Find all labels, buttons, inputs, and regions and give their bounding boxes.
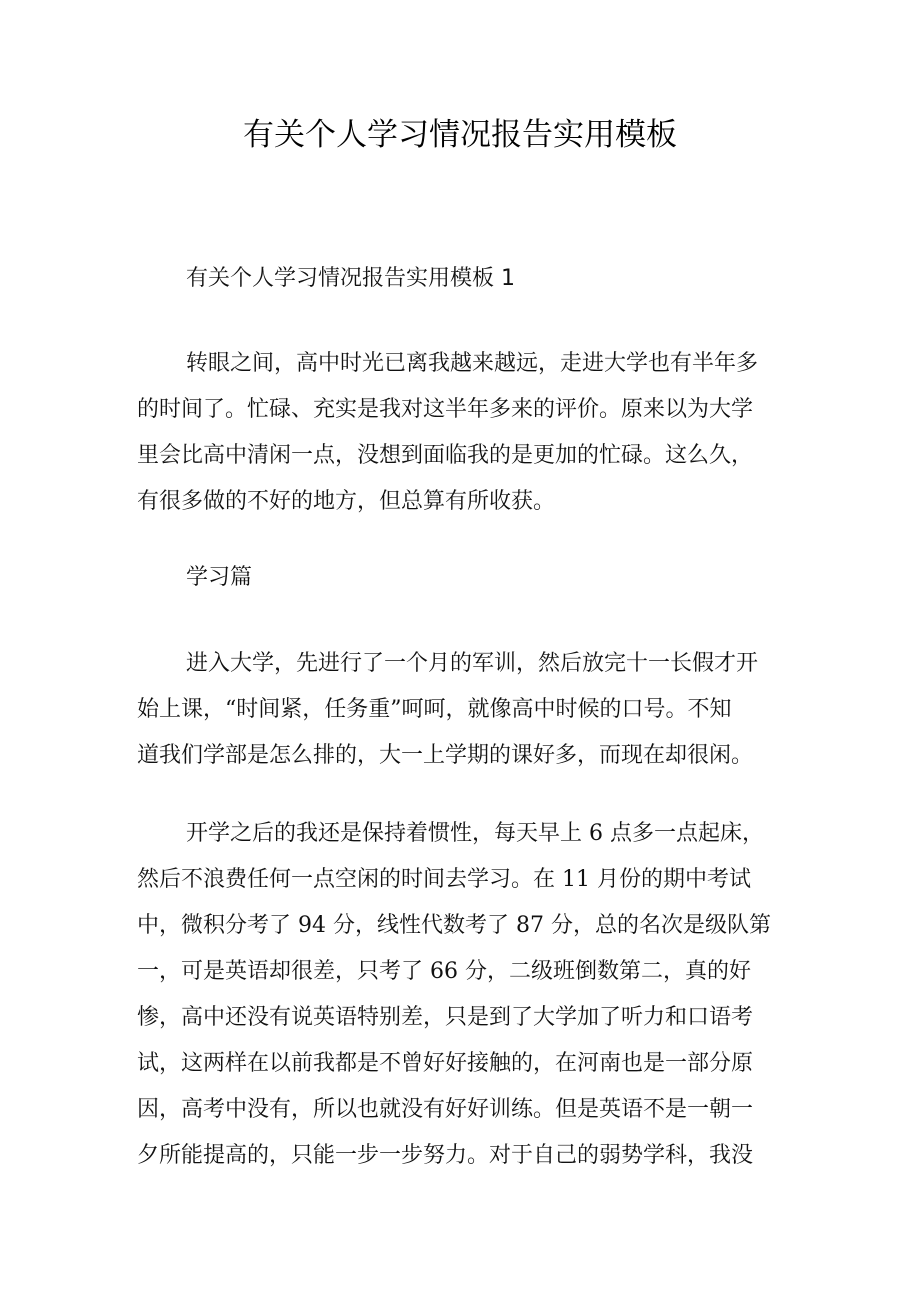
paragraph-line: 试，这两样在以前我都是不曾好好接触的，在河南也是一部分原	[137, 1051, 754, 1076]
paragraph-line: 道我们学部是怎么排的，大一上学期的课好多，而现在却很闲。	[137, 743, 754, 768]
paragraph-line: 夕所能提高的，只能一步一步努力。对于自己的弱势学科，我没	[137, 1143, 754, 1168]
paragraph-line: 有很多做的不好的地方，但总算有所收获。	[137, 489, 556, 514]
paragraph-line: 始上课，“时间紧，任务重”呵呵，就像高中时候的口号。不知	[137, 697, 732, 722]
paragraph-line: 惨，高中还没有说英语特别差，只是到了大学加了听力和口语考	[137, 1005, 754, 1030]
document-title: 有关个人学习情况报告实用模板	[243, 117, 677, 153]
paragraph-study-habits	[137, 811, 797, 1179]
paragraph-line: 因，高考中没有，所以也就没有好好训练。但是英语不是一朝一	[137, 1097, 754, 1122]
paragraph-line: 中，微积分考了 94 分，线性代数考了 87 分，总的名次是级队第	[137, 913, 771, 938]
paragraph-intro	[137, 341, 797, 525]
paragraph-line: 一，可是英语却很差，只考了 66 分，二级班倒数第二，真的好	[137, 959, 751, 984]
subheading-study	[137, 555, 797, 601]
paragraph-line: 进入大学，先进行了一个月的军训，然后放完十一长假才开	[186, 651, 759, 676]
paragraph-line: 里会比高中清闲一点，没想到面临我的是更加的忙碌。这么久，	[137, 443, 754, 468]
paragraph-military-training	[137, 641, 797, 779]
paragraph-line: 然后不浪费任何一点空闲的时间去学习。在 11 月份的期中考试	[137, 867, 751, 892]
section-heading: 有关个人学习情况报告实用模板 1	[186, 266, 515, 291]
paragraph-line: 的时间了。忙碌、充实是我对这半年多来的评价。原来以为大学	[137, 397, 754, 422]
paragraph-line: 开学之后的我还是保持着惯性，每天早上 6 点多一点起床，	[186, 821, 764, 846]
paragraph-line: 转眼之间，高中时光已离我越来越远，走进大学也有半年多	[186, 351, 759, 376]
subheading-label: 学习篇	[186, 565, 253, 590]
